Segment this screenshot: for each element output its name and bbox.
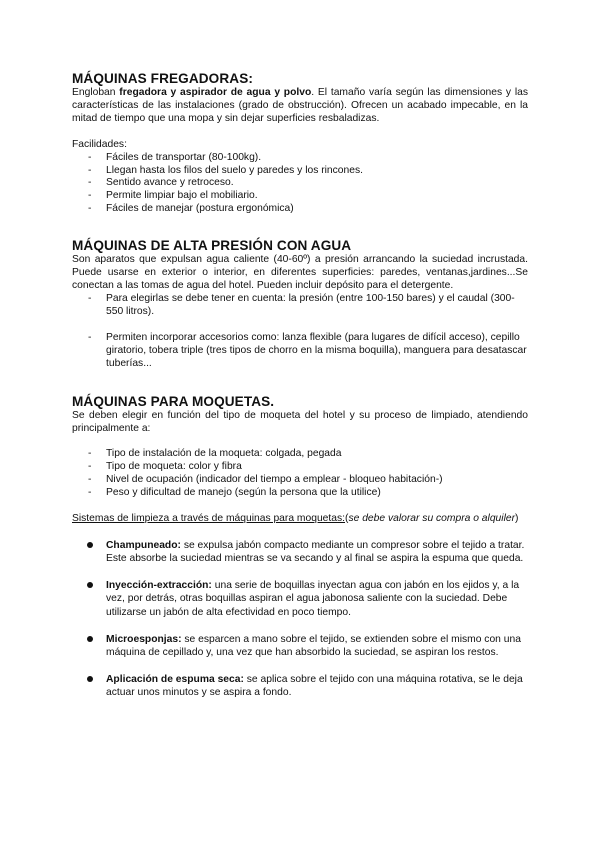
list-item: - Para elegirlas se debe tener en cuenta: la presión (entre 100-150 bares) y el caudal (300-550 litros).: [88, 292, 515, 317]
list-item: Aplicación de espuma seca: se aplica sobre el tejido con una máquina rotativa, se le deja actuar unos minutos y se aspira a fondo.: [72, 673, 528, 699]
bullet-icon: [87, 636, 93, 642]
list-item: - Tipo de instalación de la moqueta: colgada, pegada: [88, 448, 342, 460]
list-item: - Fáciles de manejar (postura ergonómica): [88, 203, 294, 215]
section-intro-fregadoras: Engloban fregadora y aspirador de agua y polvo. El tamaño varía según las dimensiones y las características de las instalaciones (grado de obstrucción). Ofrecen un acabado impecable, en la mitad de tiempo que una mopa y sin dejar superficies resbaladizas.: [72, 87, 529, 124]
list-item: - Tipo de moqueta: color y fibra: [88, 461, 242, 473]
section-title-alta-presion: MÁQUINAS DE ALTA PRESIÓN CON AGUA: [72, 238, 352, 254]
section-intro-moquetas: Se deben elegir en función del tipo de moqueta del hotel y su proceso de limpiado, atendiendo principalmente a:: [72, 410, 528, 435]
list-item: - Nivel de ocupación (indicador del tiempo a emplear - bloqueo habitación-): [88, 474, 443, 486]
list-item: - Fáciles de transportar (80-100kg).: [88, 151, 262, 163]
facilities-label: Facilidades:: [72, 138, 127, 150]
section-title-moquetas: MÁQUINAS PARA MOQUETAS.: [72, 394, 275, 410]
section-intro-alta-presion: Son aparatos que expulsan agua caliente (40-60º) a presión arrancando la suciedad incrustada. Puede usarse en exterior o interior, en diferentes superficies: paredes, ventanas,jardines...Se conectan a las tomas de agua del hotel. Pueden incluir depósito para el detergente.: [72, 254, 528, 291]
bullet-icon: [87, 676, 93, 682]
systems-list: [72, 539, 528, 700]
alta-presion-list: [72, 293, 528, 371]
systems-heading: Sistemas de limpieza a través de máquinas para moquetas:(se debe valorar su compra o alquiler): [72, 512, 519, 524]
bullet-icon: [87, 582, 93, 588]
list-item: - Permite limpiar bajo el mobiliario.: [88, 190, 258, 202]
list-item: - Permiten incorporar accesorios como: lanza flexible (para lugares de difícil acceso), cepillo giratorio, tobera triple (tres tipos de chorro en la misma boquilla), manguera para desatascar tuberías...: [88, 331, 527, 369]
list-item: Inyección-extracción: una serie de boquillas inyectan agua con jabón en los ejidos y, a la vez, por detrás, otras boquillas aspiran el agua jabonosa saliente con la suciedad. Debe utilizarse un jabón de alta efectividad en poco tiempo.: [72, 579, 528, 619]
list-item: - Sentido avance y retroceso.: [88, 177, 234, 189]
list-item: Champuneado: se expulsa jabón compacto mediante un compresor sobre el tejido a tratar. Este absorbe la suciedad mientras se va secando y al final se aspira la espuma que queda.: [72, 539, 528, 565]
moquetas-criteria-list: [72, 448, 528, 500]
list-item: - Peso y dificultad de manejo (según la persona que la utilice): [88, 486, 381, 498]
list-item: - Llegan hasta los filos del suelo y paredes y los rincones.: [88, 164, 363, 176]
list-item: Microesponjas: se esparcen a mano sobre el tejido, se extienden sobre el mismo con una máquina de cepillado y, una vez que han absorbido la suciedad, se aspiran los restos.: [72, 633, 528, 659]
bullet-icon: [87, 542, 93, 548]
section-title-fregadoras: MÁQUINAS FREGADORAS:: [72, 71, 253, 86]
facilities-list: [72, 152, 528, 217]
document-page: [72, 70, 528, 700]
